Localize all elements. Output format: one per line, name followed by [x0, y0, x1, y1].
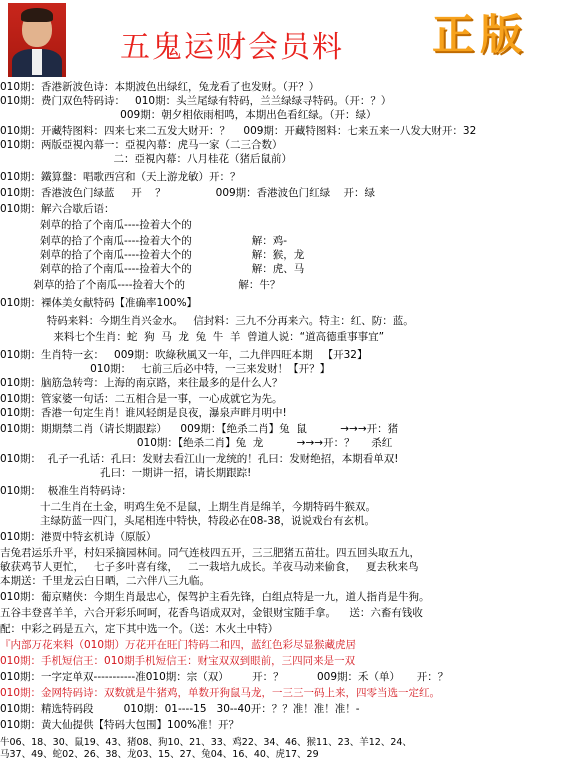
line-6: 二：亞視內幕：八月桂花（猪后鼠前）: [0, 153, 292, 165]
line-12: 剁草的拾了个南瓜----捡着大个的 解：猴，龙: [0, 249, 305, 261]
line-40: 010期：金网特码诗：双数就是牛猪鸡，单数开狗鼠马龙，一三三一码上来，四零当选一定红。: [0, 687, 441, 699]
zodiac-numbers-row-2: 马37、49、蛇02、26、38、龙03、15、27、兔04、16、40、虎17、29: [0, 749, 319, 760]
line-22: 010期：香港一句定生肖！谁风轻朗是良夜，瀑泉声畔月明中!: [0, 407, 287, 419]
line-18: 010期：生肖特一玄： 009期：吹綠秋風又一年，二九伴四旺本期 【开32】: [0, 349, 368, 361]
line-15: 010期：裸体美女献特码【准确率100%】: [0, 297, 198, 309]
line-31: 吉兔君运乐升平，村妇采摘园林间。同气连枝四五开，三三肥猪五苗壮。四五回头取五九，: [0, 547, 420, 559]
line-19: 010期： 七前三后必中特，一三来发财！【开？】: [0, 363, 331, 375]
line-17: 来料七个生肖：蛇 狗 马 龙 兔 牛 羊 曾道人说：“道高德重事事宜”: [0, 331, 385, 343]
line-27: 010期： 极准生肖特码诗：: [0, 485, 132, 497]
line-39: 010期：一字定单双-----------准010期：宗（双） 开：？ 009期：禾（单） 开：？: [0, 671, 449, 683]
line-25: 010期： 孔子一孔话：孔曰：发财去看江山一龙统的！孔曰：发财绝招，本期看单双!: [0, 453, 399, 465]
line-14: 剁草的拾了个南瓜----捡着大个的 解：牛？: [0, 279, 281, 291]
line-41: 010期：精选特码段 010期：01----15 30--40开：？？准！准！准！-: [0, 703, 360, 715]
page-title: 五鬼运财会员料: [120, 30, 344, 65]
line-35: 五谷丰登喜羊羊，六合开彩乐呵呵，花香鸟语成双对，金银财宝随手拿。 送：六畜有钱收: [0, 607, 423, 619]
line-7: 010期：鐵算盤：唱歌西宫和（天上游龙敏）开：？: [0, 171, 241, 183]
line-3: 009期：朝夕相依雨相鸣，本期出色看红绿。（开：绿）: [0, 109, 377, 121]
line-23: 010期：期期禁二肖（请长期跟踪） 009期：【绝杀二肖】兔 鼠 →→→开：猪: [0, 423, 399, 435]
line-26: 孔曰：一期讲一招，请长期跟踪!: [0, 467, 252, 479]
line-13: 剁草的拾了个南瓜----捡着大个的 解：虎、马: [0, 263, 305, 275]
line-9: 010期：解六合歇后语：: [0, 203, 115, 215]
line-16: 特码来料：今期生肖兴金水。 信封料：三九不分再来六。特主：红、防：蓝。: [0, 315, 414, 327]
line-20: 010期：脑筋急转弯：上海的南京路，来往最多的是什么人？: [0, 377, 283, 389]
line-36: 配：中彩之码是五六，定下其中选一个。（送：木火土中特）: [0, 623, 279, 635]
zodiac-numbers-row-1: 牛06、18、30、鼠19、43、猪08、狗10、21、33、鸡22、34、46、猴11、23、羊12、24、: [0, 737, 412, 748]
line-42: 010期：黄大仙提供【特码大包围】100%准！开？: [0, 719, 240, 731]
header: [0, 0, 577, 78]
line-4: 010期：开藏特图料：四来七来二五发大财开：？ 009期：开藏特图料：七来五来一八发大财开：32: [0, 125, 477, 137]
line-33: 本期送：千里龙云白日晒，二六伴八三九临。: [0, 575, 210, 587]
line-5: 010期：两版亞視內幕一：亞視內幕：虎马一家（二三合数）: [0, 139, 283, 151]
line-11: 剁草的拾了个南瓜----捡着大个的 解：鸡-: [0, 235, 288, 247]
authentic-stamp: 正版: [432, 10, 529, 59]
line-30: 010期：港贾中特玄机诗（原版）: [0, 531, 157, 543]
line-2: 010期：费门双色特码诗： 010期：头兰尾绿有特码，兰兰绿绿寻特码。（开：？）: [0, 95, 392, 107]
line-38: 010期：手机短信王：010期手机短信王：财宝双双到眼前，三四同来是一双: [0, 655, 356, 667]
line-10: 剁草的拾了个南瓜----捡着大个的: [0, 219, 192, 231]
line-28: 十二生肖在土金，明鸡生免不是鼠，上期生肖是绵羊，今期特码牛猴双。: [0, 501, 377, 513]
line-8: 010期：香港波色门绿蓝 开 ？ 009期：香港波色门红绿 开：绿: [0, 187, 376, 199]
line-37: 『内部万花来料（010期）万花开在旺门特码二和四，蓝红色彩尽显猴藏虎居: [0, 639, 357, 651]
line-21: 010期：管家婆一句话：二五相合是一事，一心成就它为先。: [0, 393, 283, 405]
line-29: 主绿防蓝一四门，头尾相连中特快，特段必在08-38，说说戏台有玄机。: [0, 515, 376, 527]
line-32: 敏获鸡节人更忙， 七子多叶喜有缘， 二一栽培九成长。羊夜马动来偷食， 夏去秋来鸟: [0, 561, 419, 573]
line-1: 010期：香港新波色诗：本期波色出绿红，兔龙看了也发财。（开？）: [0, 81, 320, 93]
portrait-photo: [8, 3, 66, 77]
line-24: 010期：【绝杀二肖】兔 龙 →→→开：？ 杀红: [0, 437, 393, 449]
line-34: 010期：葡京赌侠：今期生肖最忠心，保驾护主看先锋，白组点特是一九，道人指肖是牛狗。: [0, 591, 430, 603]
